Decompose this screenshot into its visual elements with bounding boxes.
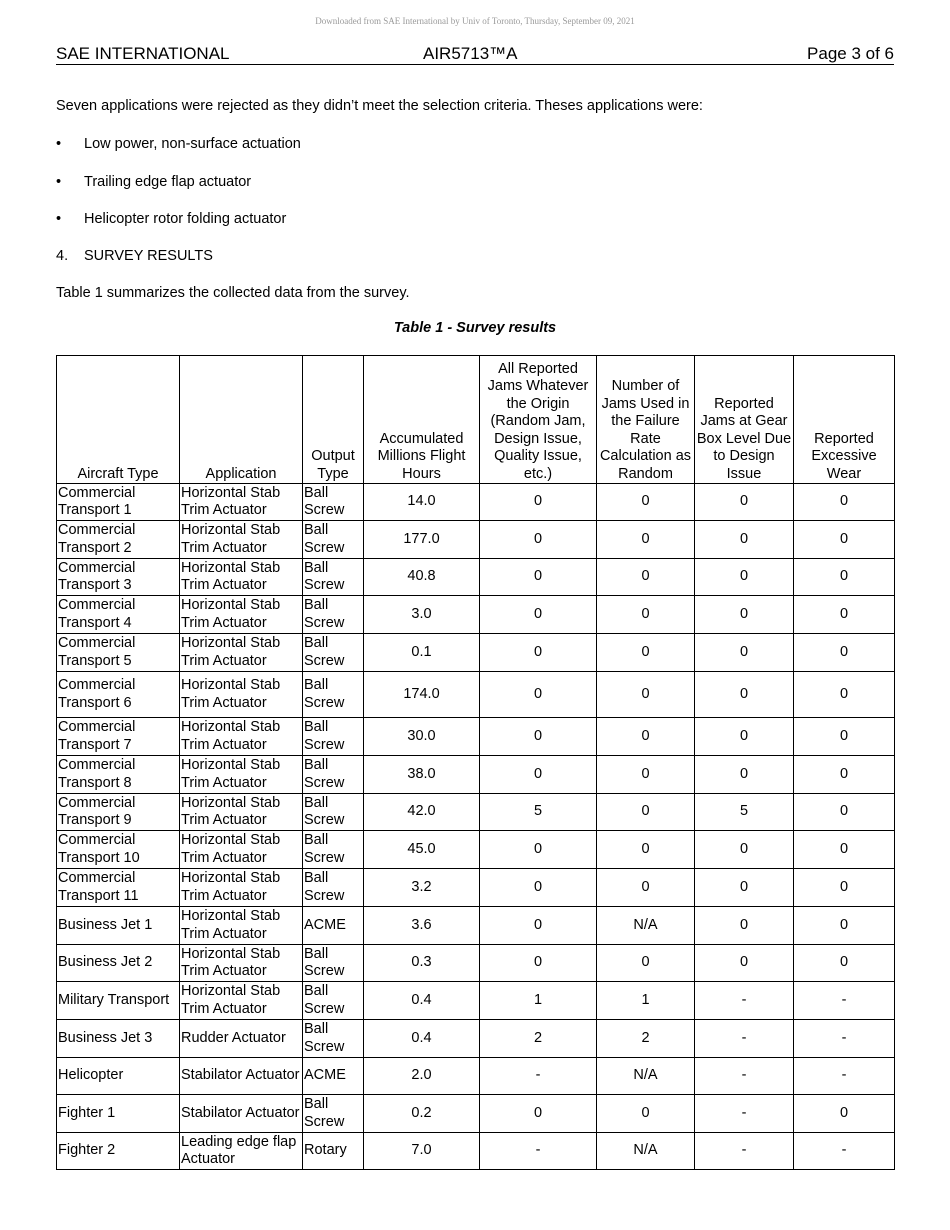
table-cell: Horizontal Stab Trim Actuator	[180, 559, 303, 596]
table-cell: Horizontal Stab Trim Actuator	[180, 521, 303, 559]
table-cell: Commercial Transport 3	[57, 559, 180, 596]
column-header: Output Type	[303, 356, 364, 484]
table-cell: 5	[480, 794, 597, 831]
table-cell: Commercial Transport 5	[57, 634, 180, 672]
table-cell: 0	[480, 672, 597, 718]
table-cell: Horizontal Stab Trim Actuator	[180, 672, 303, 718]
table-cell: 0.4	[364, 982, 480, 1020]
table-cell: Horizontal Stab Trim Actuator	[180, 756, 303, 794]
table-cell: Commercial Transport 1	[57, 484, 180, 521]
table-cell: Ball Screw	[303, 559, 364, 596]
table-cell: 0	[597, 559, 695, 596]
bullet-text: Helicopter rotor folding actuator	[84, 211, 287, 227]
table-cell: 0	[480, 945, 597, 982]
table-row	[57, 869, 895, 907]
table-cell: 0	[480, 1095, 597, 1133]
table-cell: 0	[597, 672, 695, 718]
table-body	[57, 484, 895, 1170]
table-cell: Ball Screw	[303, 596, 364, 634]
column-header: Reported Excessive Wear	[794, 356, 895, 484]
table-cell: 0	[480, 596, 597, 634]
table-row	[57, 521, 895, 559]
table-cell: Ball Screw	[303, 634, 364, 672]
table-cell: Horizontal Stab Trim Actuator	[180, 484, 303, 521]
table-cell: 1	[597, 982, 695, 1020]
table-cell: 174.0	[364, 672, 480, 718]
table-row	[57, 794, 895, 831]
table-cell: 0	[695, 672, 794, 718]
bullet-text: Low power, non-surface actuation	[84, 136, 301, 152]
section-number: 4.	[56, 248, 69, 264]
summary-paragraph: Table 1 summarizes the collected data from the survey.	[56, 285, 410, 301]
table-cell: 0	[480, 756, 597, 794]
table-cell: 0	[695, 831, 794, 869]
column-header: All Reported Jams Whatever the Origin (Random Jam, Design Issue, Quality Issue, etc.)	[480, 356, 597, 484]
table-cell: -	[695, 982, 794, 1020]
document-number: AIR5713™A	[423, 44, 518, 63]
table-cell: 42.0	[364, 794, 480, 831]
table-cell: -	[695, 1020, 794, 1058]
column-header: Number of Jams Used in the Failure Rate Calculation as Random	[597, 356, 695, 484]
table-cell: 2	[597, 1020, 695, 1058]
table-cell: Horizontal Stab Trim Actuator	[180, 596, 303, 634]
table-cell: 0	[597, 596, 695, 634]
table-cell: 0	[794, 907, 895, 945]
table-cell: 0	[695, 945, 794, 982]
table-cell: Commercial Transport 9	[57, 794, 180, 831]
table-cell: -	[480, 1133, 597, 1170]
table-cell: 0	[597, 521, 695, 559]
table-cell: -	[794, 982, 895, 1020]
table-cell: Ball Screw	[303, 1020, 364, 1058]
table-cell: 3.0	[364, 596, 480, 634]
table-cell: Helicopter	[57, 1058, 180, 1095]
table-row	[57, 907, 895, 945]
table-cell: 0	[480, 634, 597, 672]
table-cell: 0	[480, 521, 597, 559]
table-cell: 0	[695, 559, 794, 596]
table-cell: Stabilator Actuator	[180, 1058, 303, 1095]
bullet-dot: •	[56, 174, 62, 190]
column-header: Application	[180, 356, 303, 484]
table-cell: Business Jet 3	[57, 1020, 180, 1058]
table-cell: 0	[480, 559, 597, 596]
table-cell: Rotary	[303, 1133, 364, 1170]
table-cell: 7.0	[364, 1133, 480, 1170]
table-cell: 2	[480, 1020, 597, 1058]
table-cell: 0	[480, 484, 597, 521]
table-cell: Commercial Transport 2	[57, 521, 180, 559]
table-cell: 40.8	[364, 559, 480, 596]
table-cell: 0	[480, 869, 597, 907]
table-cell: -	[794, 1133, 895, 1170]
table-cell: Military Transport	[57, 982, 180, 1020]
table-cell: Commercial Transport 10	[57, 831, 180, 869]
table-cell: 0	[597, 718, 695, 756]
table-row	[57, 1058, 895, 1095]
table-row	[57, 945, 895, 982]
table-cell: Horizontal Stab Trim Actuator	[180, 634, 303, 672]
table-header-row	[57, 356, 895, 484]
table-cell: 0	[794, 559, 895, 596]
table-cell: 0	[695, 756, 794, 794]
table-cell: 2.0	[364, 1058, 480, 1095]
table-cell: Ball Screw	[303, 672, 364, 718]
table-cell: Commercial Transport 7	[57, 718, 180, 756]
table-cell: Horizontal Stab Trim Actuator	[180, 907, 303, 945]
table-cell: 30.0	[364, 718, 480, 756]
table-cell: 0	[695, 634, 794, 672]
column-header: Reported Jams at Gear Box Level Due to Design Issue	[695, 356, 794, 484]
table-cell: Horizontal Stab Trim Actuator	[180, 718, 303, 756]
table-cell: 3.2	[364, 869, 480, 907]
table-cell: 0	[695, 521, 794, 559]
table-cell: 0	[597, 484, 695, 521]
table-cell: N/A	[597, 907, 695, 945]
table-cell: 0	[480, 718, 597, 756]
table-cell: Commercial Transport 4	[57, 596, 180, 634]
table-cell: 0	[695, 907, 794, 945]
download-watermark: Downloaded from SAE International by Univ of Toronto, Thursday, September 09, 2021	[315, 16, 635, 26]
table-cell: -	[695, 1058, 794, 1095]
table-cell: 0.4	[364, 1020, 480, 1058]
table-cell: -	[695, 1133, 794, 1170]
table-cell: Ball Screw	[303, 718, 364, 756]
table-cell: 0	[794, 945, 895, 982]
table-cell: -	[480, 1058, 597, 1095]
table-cell: 177.0	[364, 521, 480, 559]
table-cell: 0	[695, 596, 794, 634]
table-cell: Horizontal Stab Trim Actuator	[180, 945, 303, 982]
table-cell: Ball Screw	[303, 1095, 364, 1133]
table-row	[57, 672, 895, 718]
table-cell: 0	[794, 521, 895, 559]
page-header	[56, 44, 894, 65]
table-cell: 1	[480, 982, 597, 1020]
table-row	[57, 559, 895, 596]
bullet-dot: •	[56, 136, 62, 152]
table-cell: -	[794, 1020, 895, 1058]
table-cell: 5	[695, 794, 794, 831]
table-cell: 0	[794, 596, 895, 634]
table-cell: Ball Screw	[303, 982, 364, 1020]
table-cell: Horizontal Stab Trim Actuator	[180, 982, 303, 1020]
table-cell: Business Jet 1	[57, 907, 180, 945]
table-cell: 14.0	[364, 484, 480, 521]
column-header: Aircraft Type	[57, 356, 180, 484]
table-cell: 38.0	[364, 756, 480, 794]
table-row	[57, 634, 895, 672]
table-cell: Ball Screw	[303, 756, 364, 794]
table-cell: 0.3	[364, 945, 480, 982]
table-cell: 0	[597, 756, 695, 794]
section-title: SURVEY RESULTS	[84, 248, 213, 264]
table-cell: 0.1	[364, 634, 480, 672]
table-cell: Horizontal Stab Trim Actuator	[180, 831, 303, 869]
column-header: Accumulated Millions Flight Hours	[364, 356, 480, 484]
table-cell: 0	[794, 672, 895, 718]
table-cell: Commercial Transport 8	[57, 756, 180, 794]
table-cell: 0	[597, 945, 695, 982]
table-cell: Ball Screw	[303, 945, 364, 982]
table-cell: Ball Screw	[303, 869, 364, 907]
table-cell: 0	[597, 1095, 695, 1133]
table-cell: N/A	[597, 1058, 695, 1095]
table-cell: 0	[480, 907, 597, 945]
table-cell: Business Jet 2	[57, 945, 180, 982]
table-row	[57, 596, 895, 634]
table-cell: Ball Screw	[303, 521, 364, 559]
table-cell: Ball Screw	[303, 794, 364, 831]
table-cell: 0	[597, 831, 695, 869]
table-cell: -	[794, 1058, 895, 1095]
table-cell: ACME	[303, 907, 364, 945]
table-cell: Horizontal Stab Trim Actuator	[180, 869, 303, 907]
table-cell: Ball Screw	[303, 831, 364, 869]
table-cell: 0	[597, 794, 695, 831]
table-cell: 0	[695, 718, 794, 756]
table-cell: Fighter 2	[57, 1133, 180, 1170]
table-cell: 0	[794, 869, 895, 907]
table-cell: 0	[794, 756, 895, 794]
table-row	[57, 484, 895, 521]
table-cell: 0	[794, 794, 895, 831]
table-cell: Leading edge flap Actuator	[180, 1133, 303, 1170]
table-cell: 0	[794, 1095, 895, 1133]
table-cell: Fighter 1	[57, 1095, 180, 1133]
table-cell: 0	[597, 869, 695, 907]
bullet-dot: •	[56, 211, 62, 227]
table-cell: 0	[695, 484, 794, 521]
table-cell: 0	[794, 718, 895, 756]
table-cell: 0	[794, 831, 895, 869]
intro-paragraph: Seven applications were rejected as they didn’t meet the selection criteria. Theses applications were:	[56, 98, 703, 114]
table-row	[57, 831, 895, 869]
table-cell: 0	[597, 634, 695, 672]
table-row	[57, 718, 895, 756]
publisher-name: SAE INTERNATIONAL	[56, 44, 230, 63]
table-row	[57, 756, 895, 794]
table-cell: N/A	[597, 1133, 695, 1170]
table-cell: 3.6	[364, 907, 480, 945]
table-cell: ACME	[303, 1058, 364, 1095]
table-cell: 0	[480, 831, 597, 869]
table-cell: Commercial Transport 6	[57, 672, 180, 718]
table-cell: 0	[794, 634, 895, 672]
table-cell: 45.0	[364, 831, 480, 869]
bullet-text: Trailing edge flap actuator	[84, 174, 252, 190]
table-row	[57, 982, 895, 1020]
table-cell: Commercial Transport 11	[57, 869, 180, 907]
table-row	[57, 1020, 895, 1058]
table-cell: Horizontal Stab Trim Actuator	[180, 794, 303, 831]
table-cell: Rudder Actuator	[180, 1020, 303, 1058]
table-cell: 0	[695, 869, 794, 907]
table-cell: 0	[794, 484, 895, 521]
table-row	[57, 1133, 895, 1170]
page-number: Page 3 of 6	[807, 44, 894, 63]
table-cell: -	[695, 1095, 794, 1133]
table-caption: Table 1 - Survey results	[393, 320, 557, 336]
table-cell: Stabilator Actuator	[180, 1095, 303, 1133]
table-row	[57, 1095, 895, 1133]
table-cell: Ball Screw	[303, 484, 364, 521]
survey-results-table	[56, 355, 895, 1170]
table-cell: 0.2	[364, 1095, 480, 1133]
